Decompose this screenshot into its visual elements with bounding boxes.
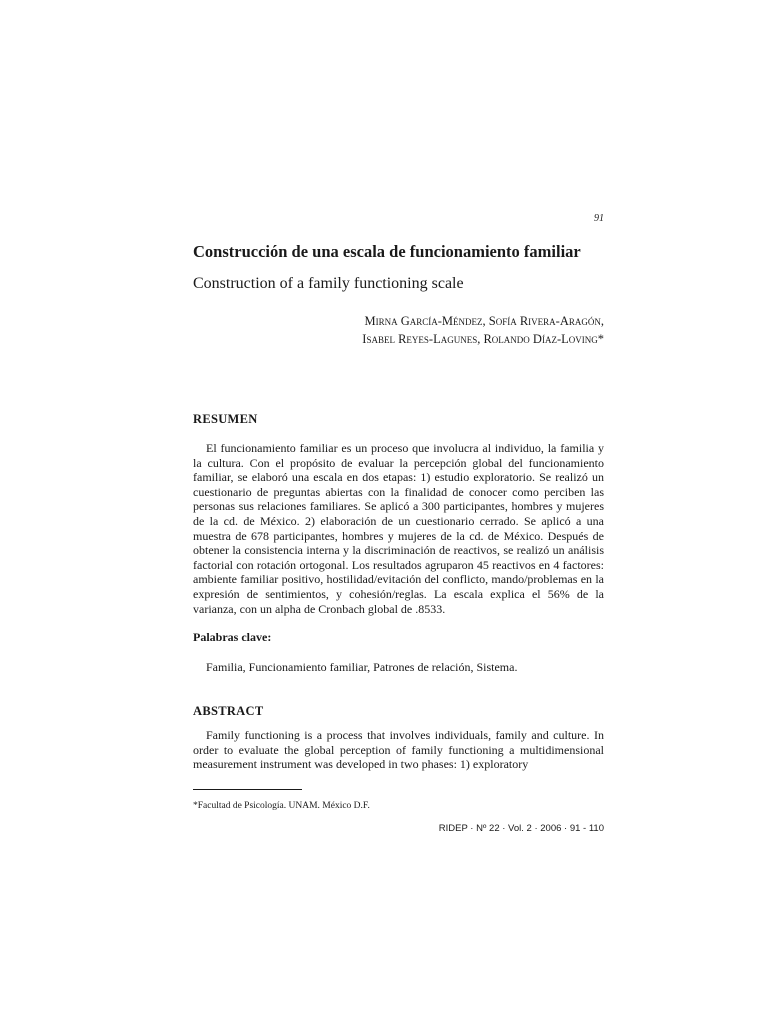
journal-reference: RIDEP · Nº 22 · Vol. 2 · 2006 · 91 - 110 bbox=[438, 823, 604, 834]
resumen-text: El funcionamiento familiar es un proceso que involucra al individuo, la familia y la cultura. Con el propósito de evaluar la percepción global del funcionamiento familiar, se elaboró una escala en dos etapas: 1) estudio exploratorio. Se realizó un cuestionario de preguntas abiertas con la finalidad de conocer como perciben las personas sus relaciones familiares. Se aplicó a 300 participantes, hombres y mujeres de la cd. de México. 2) elaboración de un cuestionario cerrado. Se aplicó a una muestra de 678 participantes, hombres y mujeres de la cd. de México. Después de obtener la consistencia interna y la discriminación de reactivos, se realizó un análisis factorial con rotación ortogonal. Los resultados agruparon 45 reactivos en 4 factores: ambiente familiar positivo, hostilidad/evitación del conflicto, mando/problemas en la expresión de sentimientos, y cohesión/reglas. La escala explica el 56% de la varianza, con un alpha de Cronbach global de .8533. bbox=[193, 441, 604, 616]
abstract-text: Family functioning is a process that involves individuals, family and culture. In order to evaluate the global perception of family functioning a multidimensional measurement instrument was developed in two phases: 1) exploratory bbox=[193, 728, 604, 772]
keywords-text: Familia, Funcionamiento familiar, Patrones de relación, Sistema. bbox=[206, 660, 518, 674]
resumen-heading: RESUMEN bbox=[193, 412, 258, 426]
title-spanish: Construcción de una escala de funcionamiento familiar bbox=[193, 242, 581, 261]
abstract-heading: ABSTRACT bbox=[193, 704, 264, 718]
keywords-heading: Palabras clave: bbox=[193, 630, 272, 644]
footnote-divider bbox=[193, 789, 302, 790]
authors-line-1: Mirna García-Méndez, Sofía Rivera-Aragón, bbox=[364, 314, 604, 328]
authors-line-2: Isabel Reyes-Lagunes, Rolando Díaz-Loving* bbox=[362, 332, 604, 346]
page-number: 91 bbox=[594, 213, 604, 224]
page bbox=[193, 0, 604, 1024]
author-list bbox=[362, 312, 604, 348]
footnote: *Facultad de Psicología. UNAM. México D.F. bbox=[193, 801, 370, 811]
title-english: Construction of a family functioning scale bbox=[193, 275, 464, 292]
